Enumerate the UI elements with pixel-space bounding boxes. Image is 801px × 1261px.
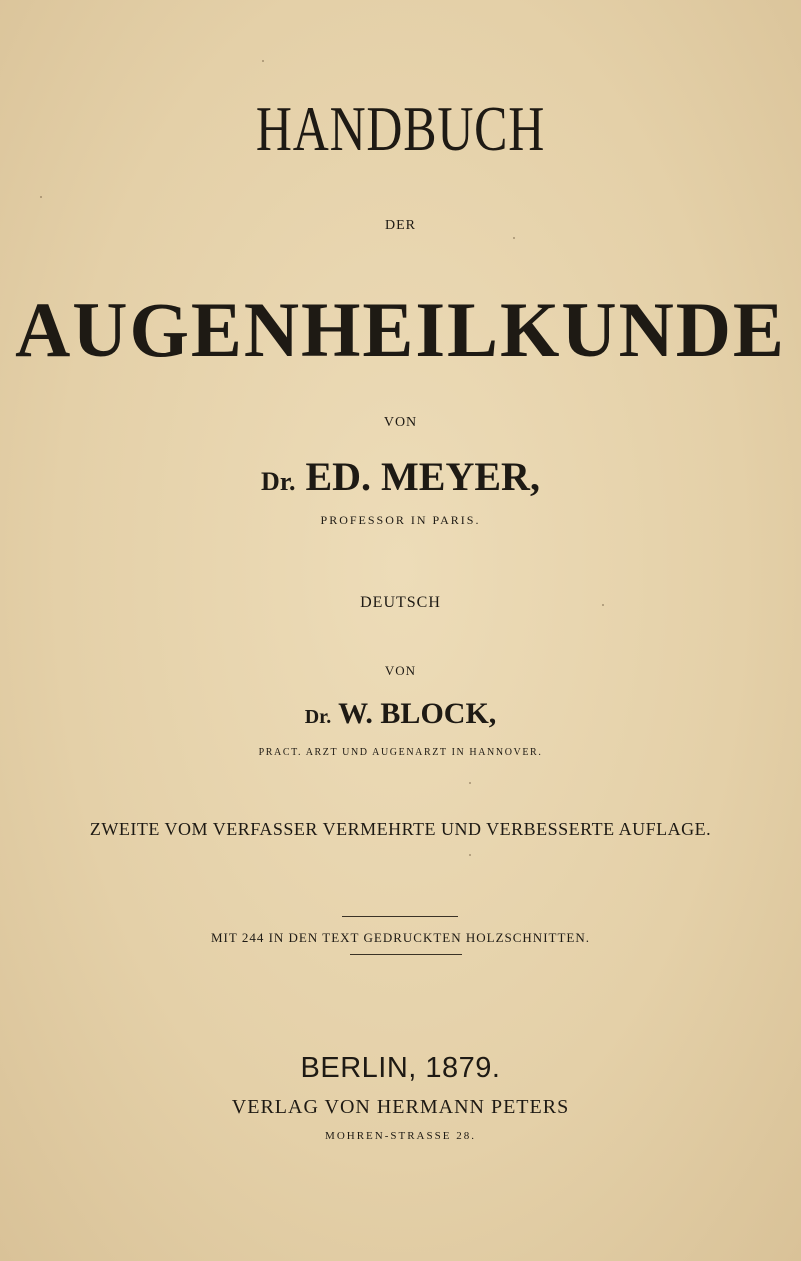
title-der: DER [385,218,416,233]
book-title: AUGENHEILKUNDE [15,286,786,373]
paper-speck [262,60,264,62]
by-label-author: VON [383,415,418,430]
edition-statement: ZWEITE VOM VERFASSER VERMEHRTE UND VERBESSERTE AUFLAGE. [89,819,712,839]
publisher-address: MOHREN-STRASSE 28. [325,1130,476,1142]
by-label-translator: VON [384,663,417,678]
translator-name [0,697,801,731]
translator-name-text: W. BLOCK, [338,697,497,730]
paper-speck [469,854,471,856]
paper-speck [469,782,471,784]
divider-top [342,916,458,917]
publisher: VERLAG VON HERMANN PETERS [231,1096,570,1118]
author-prefix: Dr. [261,467,296,496]
title-handbuch: HANDBUCH [255,93,546,164]
divider-bottom [350,954,462,955]
paper-speck [40,196,42,198]
paper-speck [513,237,515,239]
author-title: PROFESSOR IN PARIS. [320,513,481,527]
translator-prefix: Dr. [304,706,332,728]
translation-note: DEUTSCH [360,594,441,611]
paper-speck [602,604,604,606]
author-name-text: ED. MEYER, [305,454,540,499]
city-year: BERLIN, 1879. [300,1052,501,1084]
translator-title: PRACT. ARZT UND AUGENARZT IN HANNOVER. [258,747,543,758]
author-name [0,453,801,500]
illustrations-note: MIT 244 IN DEN TEXT GEDRUCKTEN HOLZSCHNITTEN. [210,930,590,945]
